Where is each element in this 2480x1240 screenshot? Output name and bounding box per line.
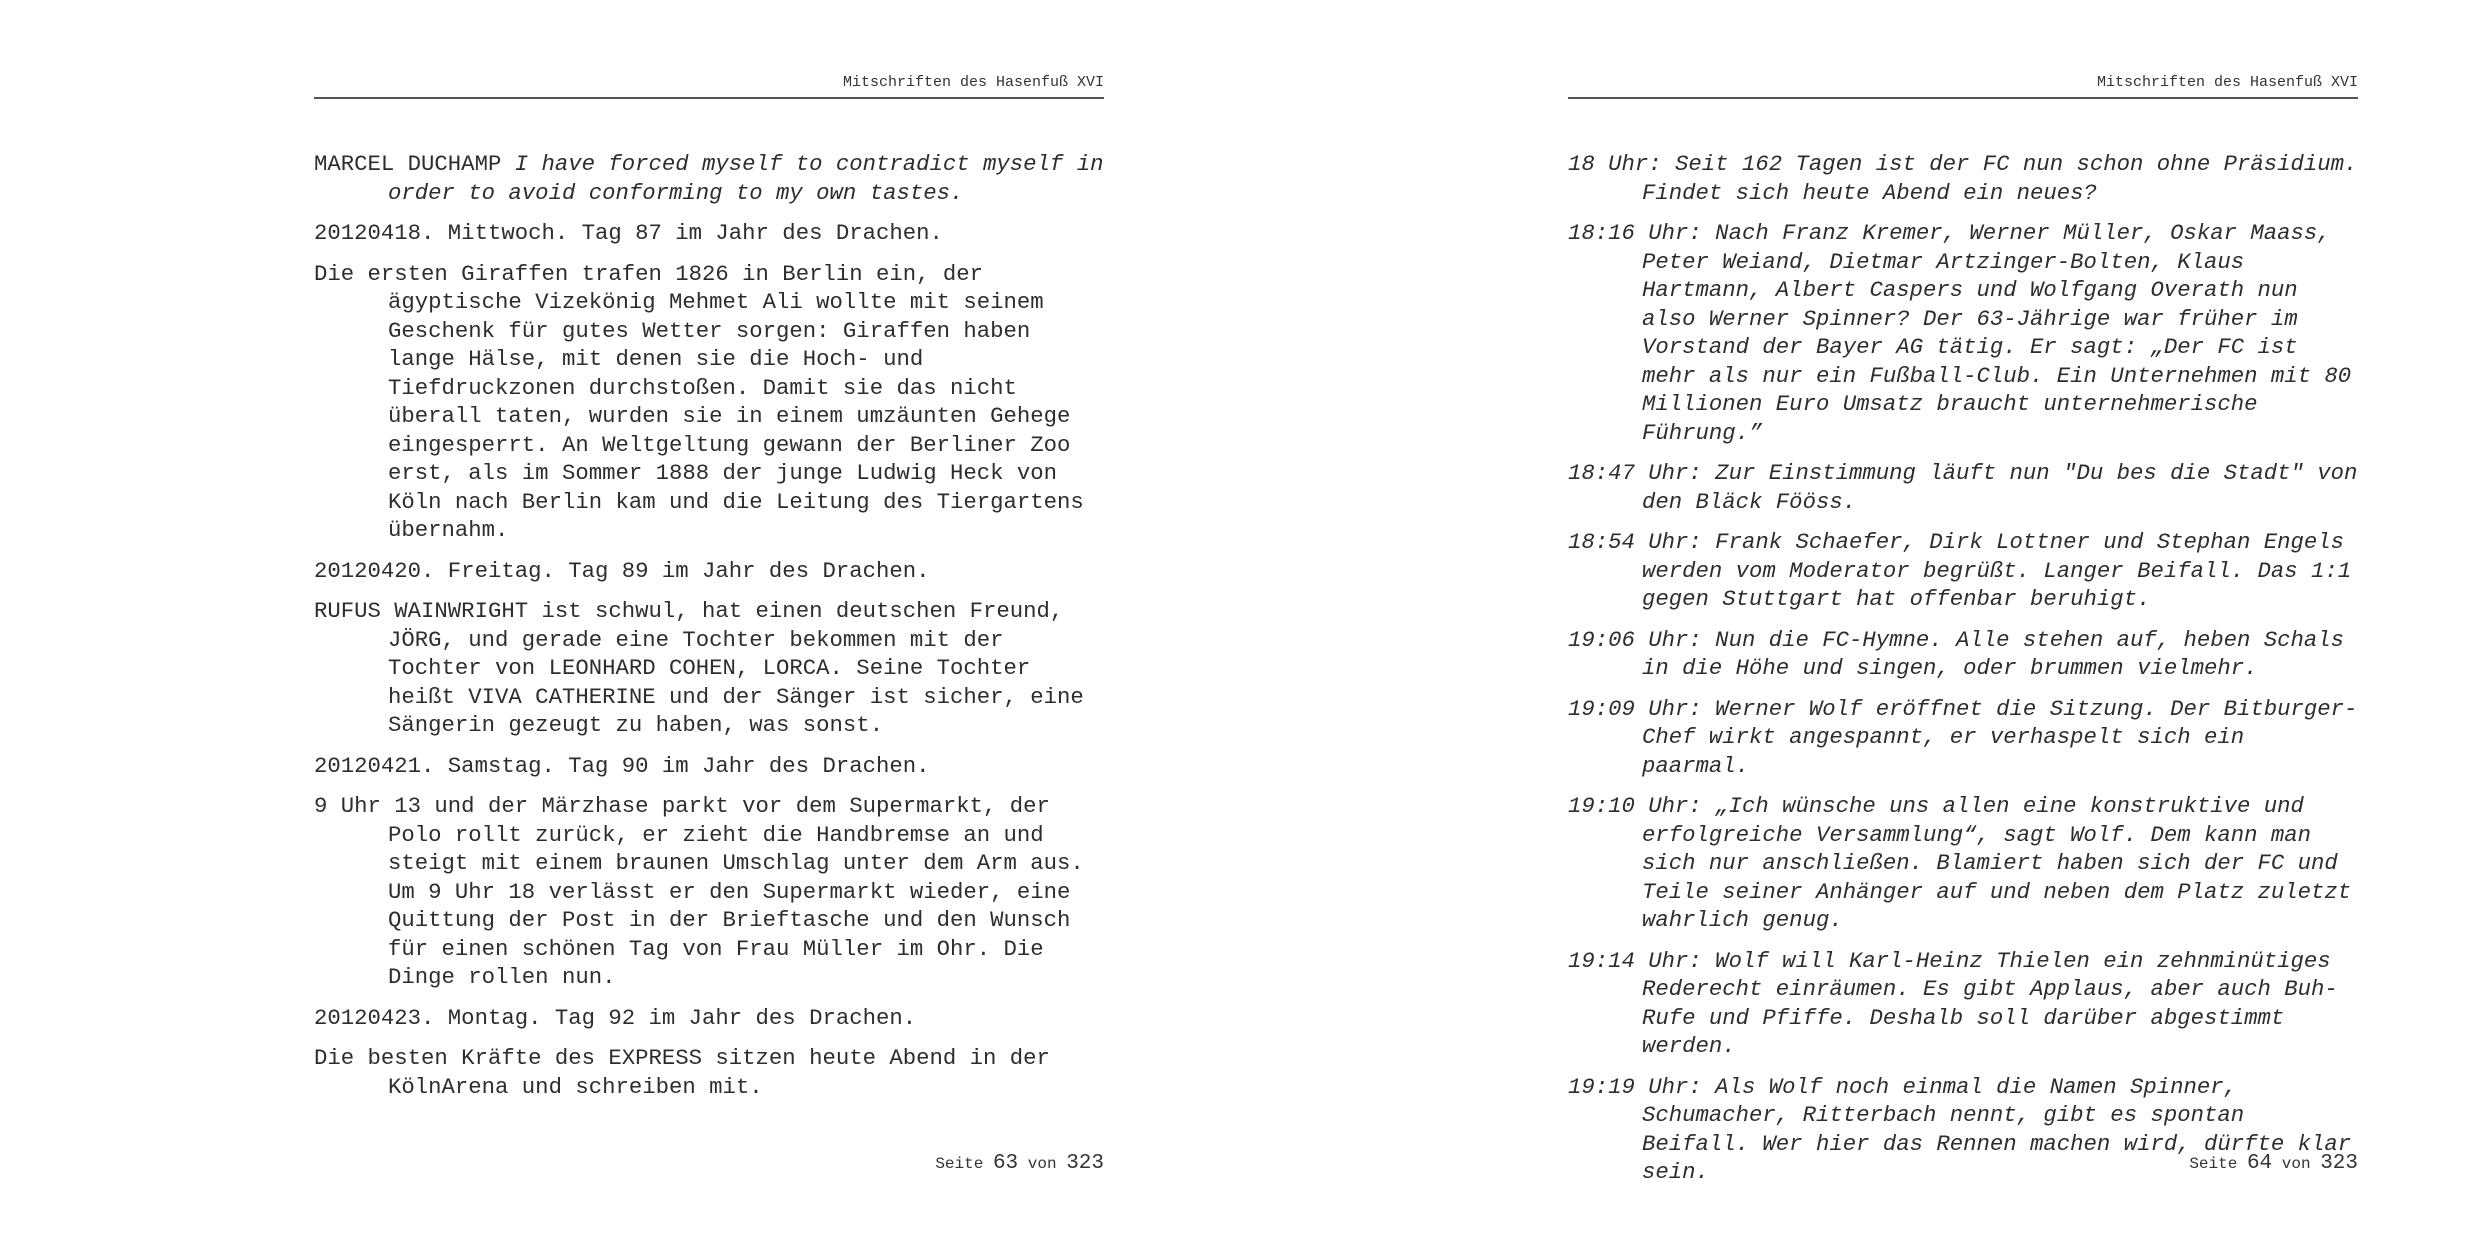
page-body [1568, 150, 2358, 1199]
running-header: Mitschriften des Hasenfuß XVI [1568, 74, 2358, 99]
page-total: 323 [1066, 1152, 1104, 1175]
footer-prefix: Seite [935, 1155, 984, 1173]
diary-entry: RUFUS WAINWRIGHT ist schwul, hat einen deutschen Freund, JÖRG, und gerade eine Tochter bekommen mit der Tochter von LEONHARD COHEN, LORCA. Seine Tochter heißt VIVA CATHERINE und der Sänger ist sicher, eine Sängerin gezeugt zu haben, was sonst. [314, 598, 1084, 738]
diary-entry: Die besten Kräfte des EXPRESS sitzen heute Abend in der KölnArena und schreiben mit. [314, 1045, 1050, 1100]
liveticker-entry: 19:09 Uhr: Werner Wolf eröffnet die Sitzung. Der Bitburger-Chef wirkt angespannt, er verhaspelt sich ein paarmal. [1568, 695, 2358, 779]
liveticker-entry: 19:10 Uhr: „Ich wünsche uns allen eine konstruktive und erfolgreiche Versammlung“, sagt Wolf. Dem kann man sich nur anschließen. Blamiert haben sich der FC und Teile seiner Anhänger auf und neben dem Platz zuletzt wahrlich genug. [1568, 793, 2352, 933]
liveticker-entry: 18:54 Uhr: Frank Schaefer, Dirk Lottner und Stephan Engels werden vom Moderator begrüßt. Langer Beifall. Das 1:1 gegen Stuttgart hat offenbar beruhigt. [1568, 529, 2352, 612]
liveticker-entry: 18:16 Uhr: Nach Franz Kremer, Werner Müller, Oskar Maass, Peter Weiand, Dietmar Artzinger-Bolten, Klaus Hartmann, Albert Caspers und Wolfgang Overath nun also Werner Spinner? Der 63-Jährige war früher im Vorstand der Bayer AG tätig. Er sagt: „Der FC ist mehr als nur ein Fußball-Club. Ein Unternehmen mit 80 Millionen Euro Umsatz braucht unternehmerische Führung.” [1568, 220, 2352, 446]
running-header: Mitschriften des Hasenfuß XVI [314, 74, 1104, 99]
page-number: 63 [992, 1152, 1019, 1175]
diary-entry: 9 Uhr 13 und der Märzhase parkt vor dem Supermarkt, der Polo rollt zurück, er zieht die Handbremse an und steigt mit einem braunen Umschlag unter dem Arm aus. Um 9 Uhr 18 verlässt er den Supermarkt wieder, eine Quittung der Post in der Brieftasche und den Wunsch für einen schönen Tag von Frau Müller im Ohr. Die Dinge rollen nun. [314, 793, 1084, 990]
liveticker-entry: 19:14 Uhr: Wolf will Karl-Heinz Thielen ein zehnminütiges Rederecht einräumen. Es gibt Applaus, aber auch Buh-Rufe und Pfiffe. Deshalb soll darüber abgestimmt werden. [1568, 947, 2338, 1059]
left-page [314, 0, 1104, 1240]
diary-entry: 20120421. Samstag. Tag 90 im Jahr des Drachen. [314, 752, 930, 779]
diary-entry: 20120423. Montag. Tag 92 im Jahr des Drachen. [314, 1004, 917, 1031]
liveticker-entry: 18 Uhr: Seit 162 Tagen ist der FC nun schon ohne Präsidium. Findet sich heute Abend ein neues? [1568, 151, 2358, 206]
page-footer [1568, 1152, 2358, 1175]
liveticker-entry: 18:47 Uhr: Zur Einstimmung läuft nun "Du bes die Stadt" von den Bläck Fööss. [1568, 460, 2358, 515]
diary-entry: 20120418. Mittwoch. Tag 87 im Jahr des Drachen. [314, 220, 943, 246]
diary-entry: 20120420. Freitag. Tag 89 im Jahr des Drachen. [314, 557, 930, 584]
liveticker-entry: 19:06 Uhr: Nun die FC-Hymne. Alle stehen auf, heben Schals in die Höhe und singen, oder brummen vielmehr. [1568, 626, 2345, 681]
page-footer [314, 1152, 1104, 1175]
footer-sep: von [2281, 1155, 2311, 1173]
diary-entry: Die ersten Giraffen trafen 1826 in Berlin ein, der ägyptische Vizekönig Mehmet Ali wollte mit seinem Geschenk für gutes Wetter sorgen: Giraffen haben lange Hälse, mit denen sie die Hoch- und Tiefdruckzonen durchstoßen. Damit sie das nicht überall taten, wurden sie in einem umzäunten Gehege eingesperrt. An Weltgeltung gewann der Berliner Zoo erst, als im Sommer 1888 der junge Ludwig Heck von Köln nach Berlin kam und die Leitung des Tiergartens übernahm. [314, 260, 1084, 543]
page-number: 64 [2246, 1152, 2273, 1175]
footer-prefix: Seite [2189, 1155, 2238, 1173]
epigraph [314, 150, 1104, 207]
footer-sep: von [1027, 1155, 1057, 1173]
page-body [314, 150, 1104, 1113]
right-page [1568, 0, 2358, 1240]
quote-author: MARCEL DUCHAMP [314, 151, 502, 177]
quote-text: I have forced myself to contradict myself in order to avoid conforming to my own tastes. [388, 151, 1104, 206]
page-total: 323 [2320, 1152, 2358, 1175]
liveticker-entry: 19:19 Uhr: Als Wolf noch einmal die Namen Spinner, Schumacher, Ritterbach nennt, gibt es spontan Beifall. Wer hier das Rennen machen wird, dürfte klar sein. [1568, 1073, 2352, 1185]
